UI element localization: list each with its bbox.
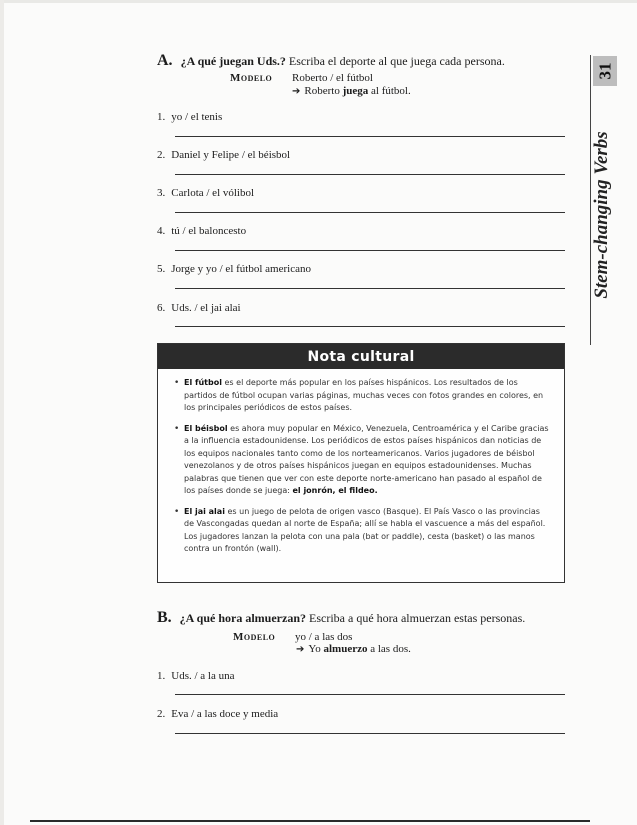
exercise-item	[157, 708, 278, 720]
exercise-item	[157, 225, 246, 237]
modelo-answer-post: al fútbol.	[368, 85, 411, 97]
exercise-item	[157, 302, 241, 314]
item-prompt: Daniel y Felipe / el béisbol	[171, 149, 291, 161]
modelo-prompt: Roberto / el fútbol	[292, 72, 373, 84]
nota-bullet	[174, 506, 550, 556]
item-number: 5.	[157, 263, 166, 275]
item-number: 2.	[157, 708, 166, 720]
bullet-tail: el jonrón, el fildeo.	[292, 486, 378, 495]
section-b-modelo-answer	[296, 643, 411, 655]
nota-cultural-body	[158, 369, 564, 556]
answer-line[interactable]	[175, 174, 565, 175]
nota-cultural-title: Nota cultural	[307, 348, 415, 365]
exercise-item	[157, 149, 290, 161]
item-number: 1.	[157, 111, 166, 123]
chapter-number-badge	[593, 56, 617, 86]
exercise-item	[157, 670, 234, 682]
bullet-term: El béisbol	[184, 423, 228, 433]
answer-line[interactable]	[175, 733, 565, 734]
section-b-modelo	[233, 631, 352, 643]
section-a-header	[157, 52, 505, 70]
section-b-header	[157, 609, 525, 627]
modelo-answer-pre: Roberto	[304, 85, 343, 97]
answer-line[interactable]	[175, 694, 565, 695]
item-prompt: yo / el tenis	[171, 111, 223, 123]
arrow-icon: ➔	[296, 644, 305, 655]
exercise-item	[157, 263, 311, 275]
modelo-label: Modelo	[233, 631, 276, 643]
section-b-question: ¿A qué hora almuerzan?	[179, 611, 307, 625]
section-b-instruction: Escriba a qué hora almuerzan estas personas.	[309, 611, 526, 625]
item-prompt: Uds. / el jai alai	[171, 302, 241, 314]
section-b-letter: B.	[157, 609, 172, 626]
item-number: 4.	[157, 225, 166, 237]
modelo-prompt: yo / a las dos	[295, 631, 353, 643]
modelo-label: Modelo	[230, 72, 273, 84]
arrow-icon: ➔	[292, 86, 301, 97]
exercise-item	[157, 111, 222, 123]
chapter-number: 31	[595, 62, 614, 80]
page-top-edge	[0, 0, 637, 3]
item-number: 2.	[157, 149, 166, 161]
answer-line[interactable]	[175, 250, 565, 251]
page-bottom-edge	[30, 820, 590, 822]
item-prompt: Uds. / a la una	[171, 670, 235, 682]
chapter-title-text: Stem-changing Verbs	[591, 131, 612, 299]
item-prompt: tú / el baloncesto	[171, 225, 247, 237]
nota-cultural-box	[157, 343, 565, 583]
bullet-text: es el deporte más popular en los países hispánicos. Los resultados de los partidos de fútbol ocupan varias páginas, muchas veces con fotos grandes en colores, en los principales periódicos de estos países.	[184, 378, 544, 412]
section-a-instruction: Escriba el deporte al que juega cada persona.	[288, 54, 505, 68]
section-a-modelo-answer	[292, 85, 411, 97]
page-left-edge	[0, 0, 4, 825]
modelo-answer-verb: juega	[342, 85, 369, 97]
answer-line[interactable]	[175, 326, 565, 327]
bullet-term: El fútbol	[184, 378, 222, 387]
modelo-answer-pre: Yo	[308, 643, 324, 655]
modelo-answer-post: a las dos.	[367, 643, 411, 655]
answer-line[interactable]	[175, 212, 565, 213]
nota-cultural-header	[158, 344, 564, 369]
bullet-term: El jai alai	[184, 506, 225, 516]
item-prompt: Jorge y yo / el fútbol americano	[171, 263, 311, 275]
exercise-item	[157, 187, 254, 199]
nota-bullet	[174, 423, 550, 498]
answer-line[interactable]	[175, 288, 565, 289]
bullet-text: es ahora muy popular en México, Venezuela, Centroamérica y el Caribe gracias a la influencia estadounidense. Los periódicos de estos países hispánicos dan noticias de los equipos nacionales tanto como de los norteamericanos. Varios jugadores de béisbol venezolanos y de otros países hispánicos juegan en equipos estadounidenses. Muchas palabras que tienen que ver con este deporte norte-americano han pasado al español de los países donde se juega:	[184, 423, 549, 495]
modelo-answer-verb: almuerzo	[323, 643, 368, 655]
item-number: 6.	[157, 302, 166, 314]
nota-bullet	[174, 377, 550, 415]
bullet-text: es un juego de pelota de origen vasco (Basque). El País Vasco o las provincias de Vascongadas quedan al norte de España; allí se habla el vascuence a más del español. Los jugadores lanzan la pelota con una pala (bat or paddle), cesta (basket) o las manos contra un frontón (wall).	[184, 506, 546, 553]
answer-line[interactable]	[175, 136, 565, 137]
item-prompt: Eva / a las doce y media	[171, 708, 279, 720]
item-number: 3.	[157, 187, 166, 199]
section-a-letter: A.	[157, 52, 173, 69]
item-number: 1.	[157, 670, 166, 682]
section-a-modelo	[230, 72, 373, 84]
section-a-question: ¿A qué juegan Uds.?	[180, 54, 286, 68]
item-prompt: Carlota / el vólibol	[171, 187, 255, 199]
